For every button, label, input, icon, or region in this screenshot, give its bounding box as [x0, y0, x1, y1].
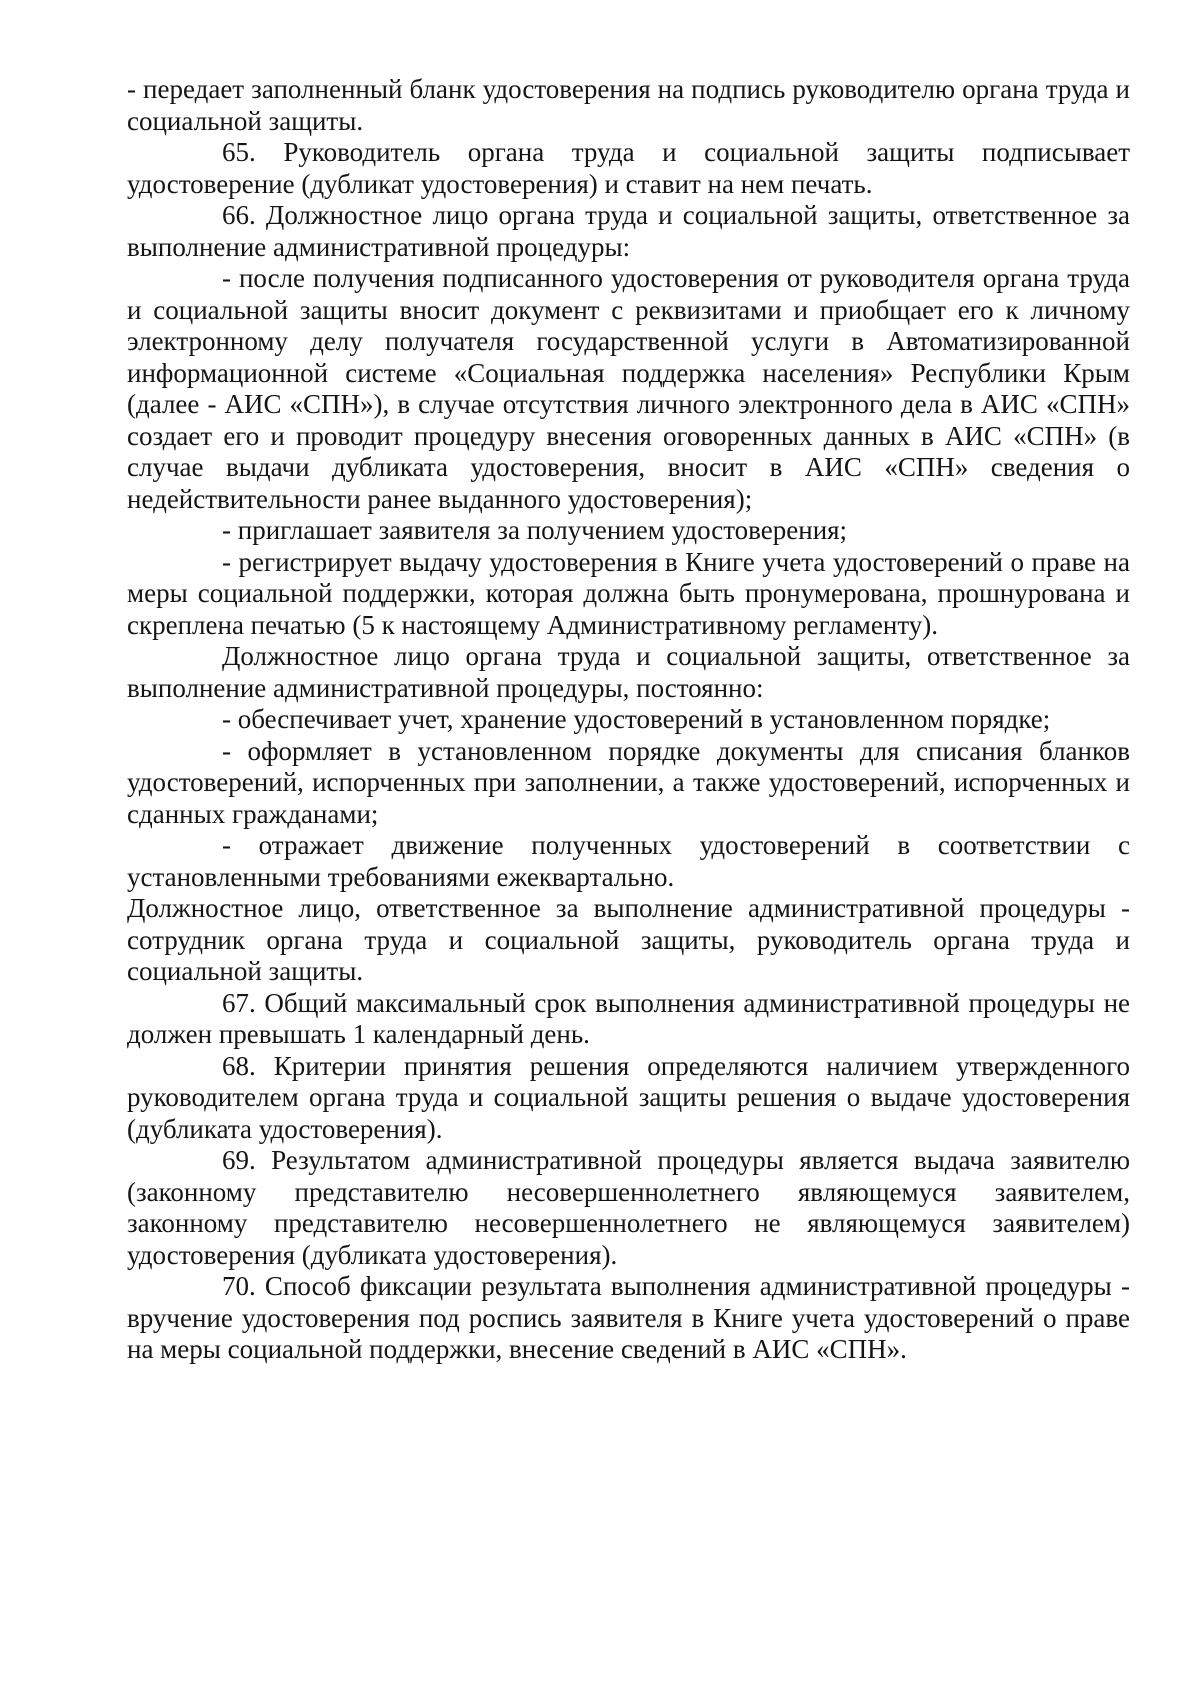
paragraph-writeoff-documents: - оформляет в установленном порядке документы для списания бланков удостоверений, испорченных при заполнении, а также удостоверений, испорченных и сданных гражданами;	[127, 735, 1130, 829]
paragraph-65: 65. Руководитель органа труда и социальной защиты подписывает удостоверение (дубликат удостоверения) и ставит на нем печать.	[127, 137, 1130, 199]
paragraph-ensures-storage: - обеспечивает учет, хранение удостоверений в установленном порядке;	[222, 704, 1051, 734]
paragraph-69: 69. Результатом административной процедуры является выдача заявителю (законному представителю несовершеннолетнего являющемуся заявителем, законному представителю несовершеннолетнего не являющемуся заявителем) удостоверения (дубликата удостоверения).	[127, 1145, 1130, 1270]
paragraph-responsible-official: Должностное лицо, ответственное за выполнение административной процедуры - сотрудник органа труда и социальной защиты, руководитель органа труда и социальной защиты.	[127, 893, 1130, 986]
paragraph-transfer-blank: - передает заполненный бланк удостоверения на подпись руководителю органа труда и социальной защиты.	[127, 74, 1130, 136]
paragraph-68: 68. Критерии принятия решения определяются наличием утвержденного руководителем органа труда и социальной защиты решения о выдаче удостоверения (дубликата удостоверения).	[127, 1050, 1130, 1144]
document-body	[127, 74, 1130, 1366]
paragraph-quarterly-reporting: - отражает движение полученных удостоверений в соответствии с установленными требованиями ежеквартально.	[127, 830, 1130, 892]
paragraph-67: 67. Общий максимальный срок выполнения административной процедуры не должен превышать 1 календарный день.	[127, 987, 1130, 1049]
paragraph-66-after-signing: - после получения подписанного удостоверения от руководителя органа труда и социальной защиты вносит документ с реквизитами и приобщает его к личному электронному делу получателя государственной услуги в Автоматизированной информационной системе «Социальная поддержка населения» Республики Крым (далее - АИС «СПН»), в случае отсутствия личного электронного дела в АИС «СПН» создает его и проводит процедуру внесения оговоренных данных в АИС «СПН» (в случае выдачи дубликата удостоверения, вносит в АИС «СПН» сведения о недействительности ранее выданного удостоверения);	[127, 263, 1130, 514]
paragraph-66-invites-applicant: - приглашает заявителя за получением удостоверения;	[222, 515, 848, 545]
paragraph-66: 66. Должностное лицо органа труда и социальной защиты, ответственное за выполнение административной процедуры:	[127, 200, 1130, 262]
paragraph-66-registers-issue: - регистрирует выдачу удостоверения в Книге учета удостоверений о праве на меры социальной поддержки, которая должна быть пронумерована, прошнурована и скреплена печатью (5 к настоящему Административному регламенту).	[127, 546, 1130, 640]
paragraph-70: 70. Способ фиксации результата выполнения административной процедуры - вручение удостоверения под роспись заявителя в Книге учета удостоверений о праве на меры социальной поддержки, внесение сведений в АИС «СПН».	[127, 1271, 1130, 1364]
paragraph-official-constantly: Должностное лицо органа труда и социальной защиты, ответственное за выполнение административной процедуры, постоянно:	[127, 641, 1130, 703]
